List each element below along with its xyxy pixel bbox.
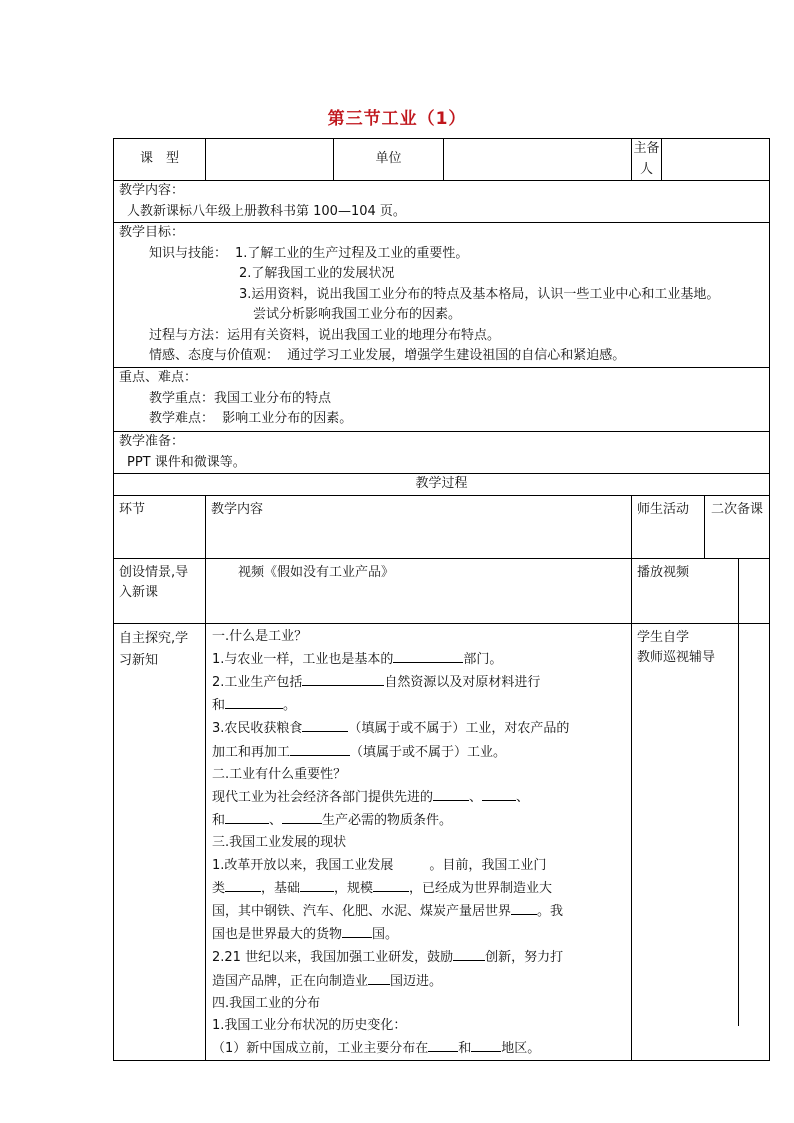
- q7: 1.我国工业分布状况的历史变化：: [212, 1017, 407, 1033]
- preparer-label: 主备人: [632, 139, 662, 181]
- knowledge-item-2: 2.了解我国工业的发展状况: [239, 266, 395, 281]
- column-header-row: [114, 495, 770, 558]
- knowledge-line-1: [119, 244, 764, 265]
- explore-second: [739, 624, 769, 1026]
- keypoints-label: 重点、难点：: [119, 370, 198, 385]
- q5d: 国也是世界最大的货物 国。: [212, 923, 627, 946]
- course-type-label: 课 型: [114, 139, 206, 181]
- q4b: 和 、 生产必需的物质条件。: [212, 809, 627, 832]
- knowledge-item-3: 3.运用资料，说出我国工业分布的特点及基本格局，认识一些工业中心和工业基地。: [239, 286, 720, 302]
- explore-stage: 自主探究,学习新知: [114, 623, 206, 1061]
- section-3-heading: 三.我国工业发展的现状: [212, 835, 347, 851]
- objectives-row: [114, 223, 770, 368]
- preparation-text: PPT 课件和微课等。: [127, 454, 246, 470]
- process-title: 教学过程: [114, 474, 770, 496]
- intro-second: [739, 559, 769, 623]
- activity-teacher-guide: 教师巡视辅导: [637, 650, 716, 665]
- section-2-heading: 二.工业有什么重要性？: [212, 766, 347, 782]
- unit-value: [444, 139, 632, 181]
- intro-activity: 播放视频: [632, 559, 739, 623]
- q4: 现代工业为社会经济各部门提供先进的 、 、: [212, 786, 627, 809]
- section-1-heading: 一.什么是工业？: [212, 628, 308, 644]
- keypoints-row: [114, 368, 770, 432]
- intro-row: [114, 558, 770, 623]
- explore-activity: [632, 624, 739, 1026]
- process-title-row: [114, 474, 770, 496]
- unit-label: 单位: [334, 139, 444, 181]
- focus-point: 教学重点：我国工业分布的特点: [149, 390, 332, 406]
- q5: 1.改革开放以来，我国工业发展 。目前，我国工业门: [212, 857, 547, 873]
- col-stage: 环节: [114, 495, 206, 558]
- col-activity: 师生活动: [632, 496, 705, 558]
- q5b: 类 ，基础 ，规模 ，已经成为世界制造业大: [212, 877, 627, 900]
- q1: 1.与农业一样，工业也是基本的 部门。: [212, 648, 627, 671]
- course-type-value: [206, 139, 334, 181]
- content-row: [114, 181, 770, 223]
- emotion-objective: 情感、态度与价值观： 通过学习工业发展，增强学生建设祖国的自信心和紧迫感。: [149, 348, 626, 363]
- q3: 3.农民收获粮食 （填属于或不属于）工业，对农产品的: [212, 717, 627, 740]
- knowledge-item-1: 1.了解工业的生产过程及工业的重要性。: [235, 245, 469, 261]
- q3b: 加工和再加工 （填属于或不属于）工业。: [212, 741, 627, 764]
- difficulty-point: 教学难点： 影响工业分布的因素。: [149, 411, 353, 426]
- explore-row: [114, 623, 770, 1061]
- col-content: 教学内容: [206, 495, 632, 558]
- knowledge-item-3b: 尝试分析影响我国工业分布的因素。: [253, 307, 462, 322]
- q6b: 造国产品牌，正在向制造业 国迈进。: [212, 970, 627, 993]
- process-objective: 过程与方法：运用有关资料，说出我国工业的地理分布特点。: [149, 327, 501, 343]
- objectives-label: 教学目标：: [119, 225, 185, 240]
- intro-stage: 创设情景,导入新课: [114, 558, 206, 623]
- content-text: 人教新课标八年级上册教科书第 100—104 页。: [127, 203, 406, 219]
- q5c: 国，其中钢铁、汽车、化肥、水泥、煤炭产量居世界 。我: [212, 900, 627, 923]
- section-4-heading: 四.我国工业的分布: [212, 995, 321, 1011]
- preparer-value: [662, 139, 770, 181]
- explore-content: [206, 623, 632, 1061]
- intro-content: 视频《假如没有工业产品》: [206, 558, 632, 623]
- preparation-row: [114, 432, 770, 474]
- preparation-label: 教学准备：: [119, 434, 185, 449]
- page-title: 第三节工业（1）: [327, 109, 467, 129]
- col-second: 二次备课: [710, 501, 763, 517]
- q2b: 和 。: [212, 694, 627, 717]
- q7a: （1）新中国成立前，工业主要分布在 和 地区。: [212, 1037, 627, 1060]
- q2: 2.工业生产包括 自然资源以及对原材料进行: [212, 671, 627, 694]
- lesson-plan-table: [113, 138, 770, 1061]
- activity-self-study: 学生自学: [637, 629, 690, 645]
- knowledge-label: 知识与技能：: [149, 245, 228, 261]
- header-row: [114, 139, 770, 181]
- q6: 2.21 世纪以来，我国加强工业研发，鼓励 创新，努力打: [212, 946, 627, 969]
- content-label: 教学内容：: [119, 183, 185, 198]
